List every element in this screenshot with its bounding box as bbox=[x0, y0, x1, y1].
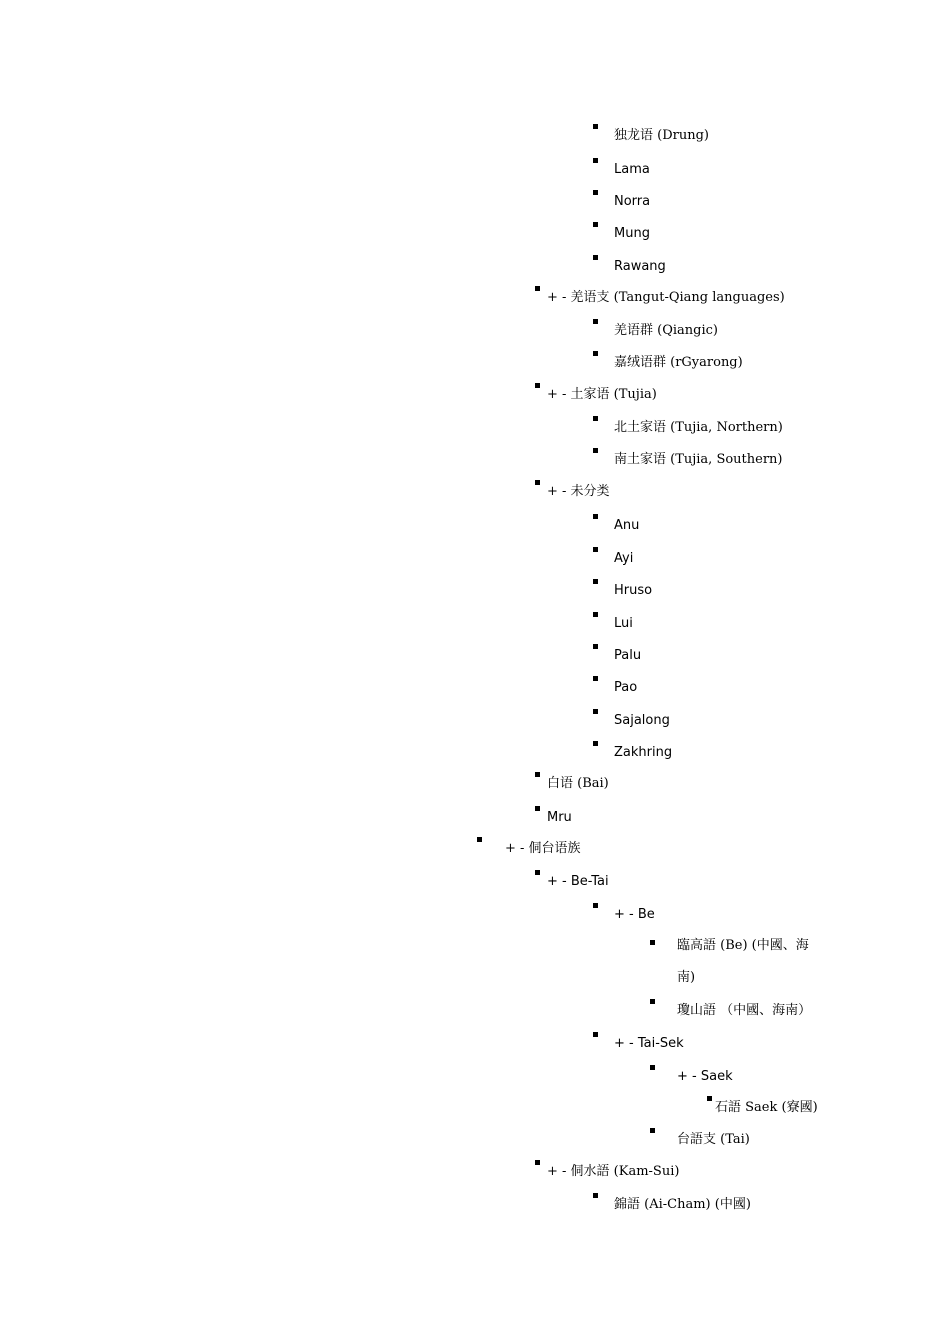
bullet-icon bbox=[593, 1032, 598, 1037]
bullet-icon bbox=[535, 383, 540, 388]
bullet-icon bbox=[593, 222, 598, 227]
list-item: 台語支 (Tai) bbox=[677, 1132, 750, 1148]
list-item: 白语 (Bai) bbox=[547, 776, 609, 792]
bullet-icon bbox=[593, 158, 598, 163]
list-item: Norra bbox=[614, 194, 650, 210]
bullet-icon bbox=[707, 1096, 712, 1101]
bullet-icon bbox=[593, 124, 598, 129]
list-item: Hruso bbox=[614, 583, 652, 599]
bullet-icon bbox=[593, 644, 598, 649]
bullet-icon bbox=[650, 999, 655, 1004]
bullet-icon bbox=[477, 837, 482, 842]
bullet-icon bbox=[650, 940, 655, 945]
bullet-icon bbox=[650, 1128, 655, 1133]
list-item: 瓊山語 （中國、海南） bbox=[677, 1003, 811, 1019]
tree-node[interactable]: + - Be-Tai bbox=[547, 874, 609, 890]
list-item: Lama bbox=[614, 162, 650, 178]
bullet-icon bbox=[593, 612, 598, 617]
bullet-icon bbox=[593, 579, 598, 584]
bullet-icon bbox=[535, 286, 540, 291]
list-item: 嘉绒语群 (rGyarong) bbox=[614, 355, 743, 371]
bullet-icon bbox=[593, 547, 598, 552]
tree-node[interactable]: + - 侗水語 (Kam-Sui) bbox=[547, 1164, 679, 1180]
list-item: 臨高語 (Be) (中國、海南) bbox=[677, 930, 817, 994]
list-item: 南土家语 (Tujia, Southern) bbox=[614, 452, 783, 468]
list-item: 石語 Saek (寮國) bbox=[715, 1100, 818, 1116]
tree-node[interactable]: + - Tai-Sek bbox=[614, 1036, 684, 1052]
list-item: Lui bbox=[614, 616, 633, 632]
list-item: 錦語 (Ai-Cham) (中國) bbox=[614, 1197, 751, 1213]
bullet-icon bbox=[593, 416, 598, 421]
list-item: Sajalong bbox=[614, 713, 670, 729]
bullet-icon bbox=[593, 741, 598, 746]
bullet-icon bbox=[593, 514, 598, 519]
list-item: Pao bbox=[614, 680, 637, 696]
list-item: Palu bbox=[614, 648, 641, 664]
bullet-icon bbox=[535, 806, 540, 811]
list-item: 独龙语 (Drung) bbox=[614, 128, 709, 144]
tree-node[interactable]: + - 土家语 (Tujia) bbox=[547, 387, 657, 403]
list-item: Ayi bbox=[614, 551, 633, 567]
bullet-icon bbox=[593, 319, 598, 324]
tree-node[interactable]: + - 侗台语族 bbox=[505, 841, 581, 857]
bullet-icon bbox=[593, 190, 598, 195]
bullet-icon bbox=[593, 448, 598, 453]
list-item: 北土家语 (Tujia, Northern) bbox=[614, 420, 783, 436]
bullet-icon bbox=[535, 480, 540, 485]
bullet-icon bbox=[535, 1160, 540, 1165]
tree-node[interactable]: + - 未分类 bbox=[547, 484, 610, 500]
tree-node[interactable]: + - 羌语支 (Tangut-Qiang languages) bbox=[547, 290, 785, 306]
bullet-icon bbox=[535, 870, 540, 875]
bullet-icon bbox=[650, 1065, 655, 1070]
list-item: Zakhring bbox=[614, 745, 672, 761]
bullet-icon bbox=[593, 709, 598, 714]
bullet-icon bbox=[593, 1193, 598, 1198]
bullet-icon bbox=[593, 903, 598, 908]
list-item: Anu bbox=[614, 518, 639, 534]
tree-node[interactable]: + - Saek bbox=[677, 1069, 733, 1085]
list-item: 羌语群 (Qiangic) bbox=[614, 323, 718, 339]
bullet-icon bbox=[535, 772, 540, 777]
bullet-icon bbox=[593, 255, 598, 260]
list-item: Mru bbox=[547, 810, 572, 826]
bullet-icon bbox=[593, 351, 598, 356]
list-item: Mung bbox=[614, 226, 650, 242]
tree-node[interactable]: + - Be bbox=[614, 907, 655, 923]
list-item: Rawang bbox=[614, 259, 666, 275]
bullet-icon bbox=[593, 676, 598, 681]
